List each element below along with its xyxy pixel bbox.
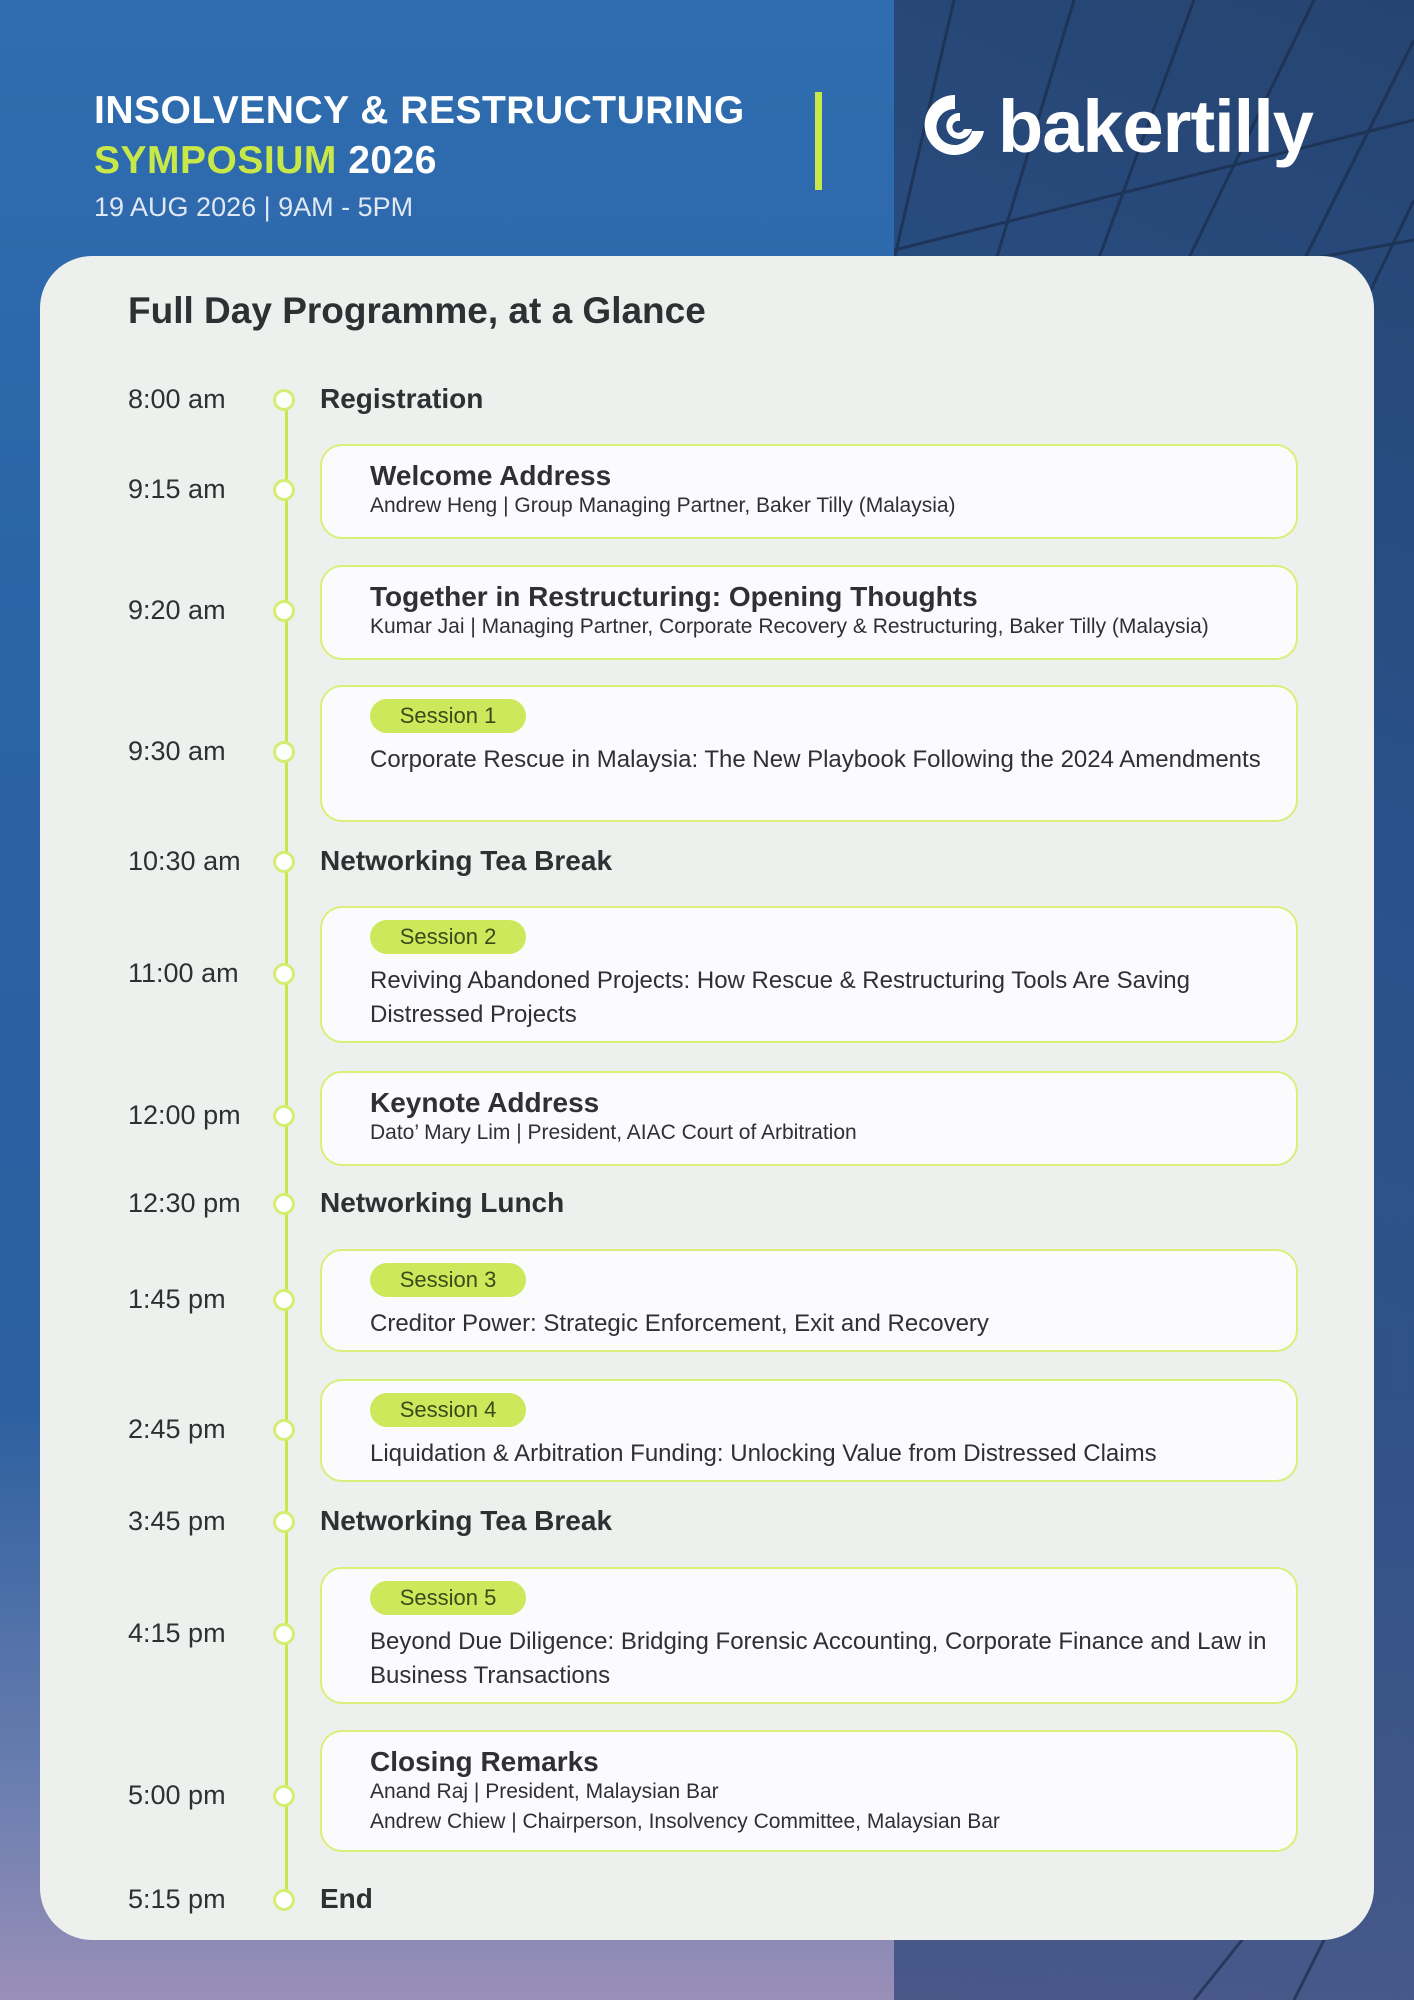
agenda-card-title: Together in Restructuring: Opening Thoughts [370, 581, 978, 612]
speaker-line: Anand Raj | President, Malaysian Bar [370, 1780, 719, 1803]
agenda-card [320, 1730, 1298, 1852]
session-card [320, 685, 1298, 822]
agenda-time: 1:45 pm [128, 1284, 226, 1314]
timeline-dot-icon [273, 851, 295, 873]
agenda-time: 8:00 am [128, 384, 226, 414]
event-title-year: 2026 [348, 139, 437, 182]
session-title: Liquidation & Arbitration Funding: Unlocking Value from Distressed Claims [370, 1440, 1157, 1467]
agenda-time: 5:15 pm [128, 1884, 226, 1914]
agenda-card [320, 565, 1298, 660]
timeline-dot-icon [273, 1193, 295, 1215]
agenda-time: 12:00 pm [128, 1100, 241, 1130]
session-title: Corporate Rescue in Malaysia: The New Playbook Following the 2024 Amendments [370, 746, 1261, 773]
agenda-label: Networking Lunch [320, 1187, 565, 1218]
bakertilly-logo [922, 84, 1313, 169]
agenda-card-title: Keynote Address [370, 1087, 600, 1118]
session-badge: Session 1 [370, 699, 526, 733]
timeline-dot-icon [273, 389, 295, 411]
timeline-dot-icon [273, 1289, 295, 1311]
timeline-dot-icon [273, 741, 295, 763]
programme-title: Full Day Programme, at a Glance [128, 290, 706, 331]
agenda-time: 9:30 am [128, 736, 226, 766]
agenda-label: Networking Tea Break [320, 845, 613, 876]
session-card [320, 1379, 1298, 1482]
speaker-line: Dato’ Mary Lim | President, AIAC Court of Arbitration [370, 1121, 857, 1144]
event-date: 19 AUG 2026 | 9AM - 5PM [94, 192, 414, 222]
event-title-line1: INSOLVENCY & RESTRUCTURING [94, 89, 745, 132]
agenda-time: 9:15 am [128, 474, 226, 504]
header-divider [815, 92, 822, 190]
timeline-dot-icon [273, 1105, 295, 1127]
event-title-line2 [94, 136, 745, 186]
agenda-time: 2:45 pm [128, 1414, 226, 1444]
speaker-line: Andrew Heng | Group Managing Partner, Baker Tilly (Malaysia) [370, 494, 956, 517]
timeline-dot-icon [273, 479, 295, 501]
session-badge: Session 5 [370, 1581, 526, 1615]
session-badge: Session 2 [370, 920, 526, 954]
speaker-line: Andrew Chiew | Chairperson, Insolvency Committee, Malaysian Bar [370, 1810, 1000, 1833]
session-badge: Session 4 [370, 1393, 526, 1427]
timeline-dot-icon [273, 1419, 295, 1441]
session-card [320, 906, 1298, 1043]
timeline-dot-icon [273, 1785, 295, 1807]
timeline-dot-icon [273, 963, 295, 985]
session-card [320, 1249, 1298, 1352]
logo-wordmark: bakertilly [998, 85, 1313, 168]
event-title-accent: SYMPOSIUM [94, 139, 337, 182]
event-header [94, 86, 745, 223]
agenda-label: End [320, 1883, 373, 1914]
agenda-time: 4:15 pm [128, 1618, 226, 1648]
agenda-time: 10:30 am [128, 846, 241, 876]
timeline-dot-icon [273, 1889, 295, 1911]
timeline-line [285, 400, 288, 1900]
session-title: Creditor Power: Strategic Enforcement, Exit and Recovery [370, 1310, 989, 1337]
agenda-card-title: Welcome Address [370, 460, 612, 491]
session-title: Reviving Abandoned Projects: How Rescue & Restructuring Tools Are Saving Distressed Projects [370, 967, 1190, 1028]
speaker-line: Kumar Jai | Managing Partner, Corporate Recovery & Restructuring, Baker Tilly (Malaysia) [370, 615, 1209, 638]
agenda-time: 3:45 pm [128, 1506, 226, 1536]
agenda-card [320, 1071, 1298, 1166]
session-card [320, 1567, 1298, 1704]
agenda-time: 9:20 am [128, 595, 226, 625]
agenda-card [320, 444, 1298, 539]
timeline-dot-icon [273, 1511, 295, 1533]
agenda-time: 11:00 am [128, 958, 239, 988]
agenda-label: Registration [320, 383, 484, 414]
timeline-dot-icon [273, 1623, 295, 1645]
agenda-time: 5:00 pm [128, 1780, 226, 1810]
timeline-dot-icon [273, 600, 295, 622]
session-title: Beyond Due Diligence: Bridging Forensic Accounting, Corporate Finance and Law in Business Transactions [370, 1628, 1267, 1689]
agenda-label: Networking Tea Break [320, 1505, 613, 1536]
agenda-card-title: Closing Remarks [370, 1746, 599, 1777]
baker-tilly-swirl-icon [922, 91, 988, 163]
agenda-time: 12:30 pm [128, 1188, 241, 1218]
session-badge: Session 3 [370, 1263, 526, 1297]
